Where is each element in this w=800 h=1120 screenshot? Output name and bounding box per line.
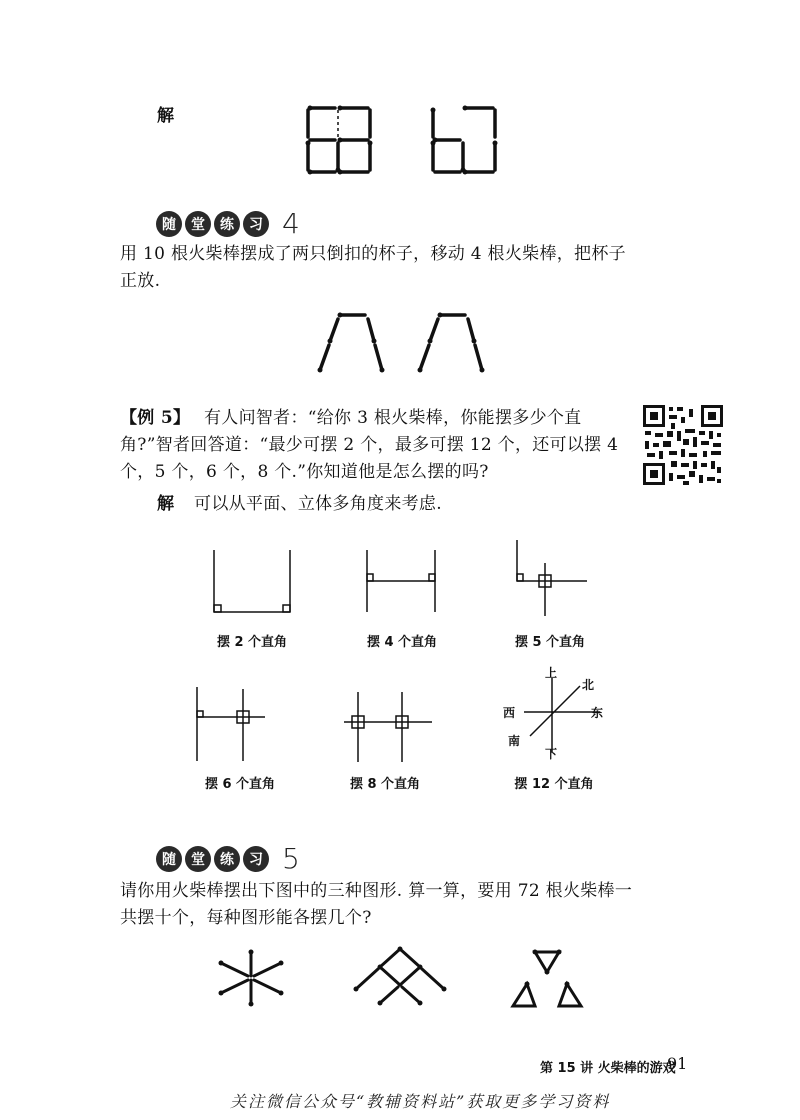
- figure-2-right-angles: [200, 548, 300, 618]
- example-5-line2: 角?”智者回答道：“最少可摆 2 个，最多可摆 12 个，还可以摆 4: [120, 435, 619, 455]
- figure-6-right-angles: [185, 685, 295, 765]
- practice-4-heading: [156, 207, 300, 240]
- caption-5-right-angles: 摆 5 个直角: [514, 635, 586, 650]
- practice-number: 4: [282, 207, 300, 240]
- solution-text: 可以从平面、立体多角度来考虑.: [194, 494, 442, 514]
- matchstick-figure-inverted-cups: [310, 305, 510, 380]
- chapter-title: 第 15 讲 火柴棒的游戏: [540, 1061, 676, 1076]
- matchstick-figure-triangles: [505, 948, 590, 1013]
- page-number: 91: [667, 1054, 688, 1073]
- badge-char: 练: [214, 211, 240, 237]
- direction-down-label: 下: [545, 747, 558, 761]
- caption-2-right-angles: 摆 2 个直角: [216, 635, 288, 650]
- matchstick-figure-star: [215, 948, 290, 1008]
- solution-label-top: 解: [157, 106, 175, 126]
- badge-char: 堂: [185, 211, 211, 237]
- direction-west-label: 西: [503, 706, 516, 720]
- badge-char: 习: [243, 846, 269, 872]
- caption-4-right-angles: 摆 4 个直角: [366, 635, 438, 650]
- caption-12-right-angles: 摆 12 个直角: [514, 777, 594, 792]
- badge-char: 练: [214, 846, 240, 872]
- practice-5-text-line2: 共摆十个，每种图形能各摆几个?: [120, 908, 372, 928]
- practice-5-heading: [156, 842, 300, 875]
- matchstick-figure-squares: [300, 100, 520, 180]
- direction-east-label: 东: [591, 706, 604, 720]
- example-5-line1: [120, 405, 581, 432]
- qr-code-icon: [643, 405, 723, 485]
- solution-label: 解: [157, 494, 175, 514]
- caption-8-right-angles: 摆 8 个直角: [349, 777, 421, 792]
- badge-char: 堂: [185, 846, 211, 872]
- figure-8-right-angles: [340, 690, 450, 766]
- example-5-solution: [157, 491, 442, 518]
- direction-up-label: 上: [545, 666, 558, 680]
- example-text: 有人问智者：“给你 3 根火柴棒，你能摆多少个直: [203, 408, 582, 428]
- badge-char: 随: [156, 846, 182, 872]
- badge-char: 随: [156, 211, 182, 237]
- example-label: 【例 5】: [120, 408, 191, 428]
- practice-number: 5: [282, 842, 300, 875]
- direction-north-label: 北: [582, 678, 595, 692]
- figure-4-right-angles: [355, 548, 455, 618]
- practice-4-text-line2: 正放.: [120, 271, 161, 291]
- figure-5-right-angles: [505, 538, 605, 618]
- direction-south-label: 南: [508, 734, 521, 748]
- example-5-line3: 个，5 个，6 个，8 个.”你知道他是怎么摆的吗?: [120, 462, 489, 482]
- practice-5-text-line1: 请你用火柴棒摆出下图中的三种图形. 算一算，要用 72 根火柴棒一: [120, 881, 633, 901]
- practice-4-text-line1: 用 10 根火柴棒摆成了两只倒扣的杯子，移动 4 根火柴棒，把杯子: [120, 244, 626, 264]
- caption-6-right-angles: 摆 6 个直角: [204, 777, 276, 792]
- matchstick-figure-diamond: [350, 945, 450, 1010]
- watermark-text: 关注微信公众号“教辅资料站”获取更多学习资料: [230, 1092, 611, 1111]
- badge-char: 习: [243, 211, 269, 237]
